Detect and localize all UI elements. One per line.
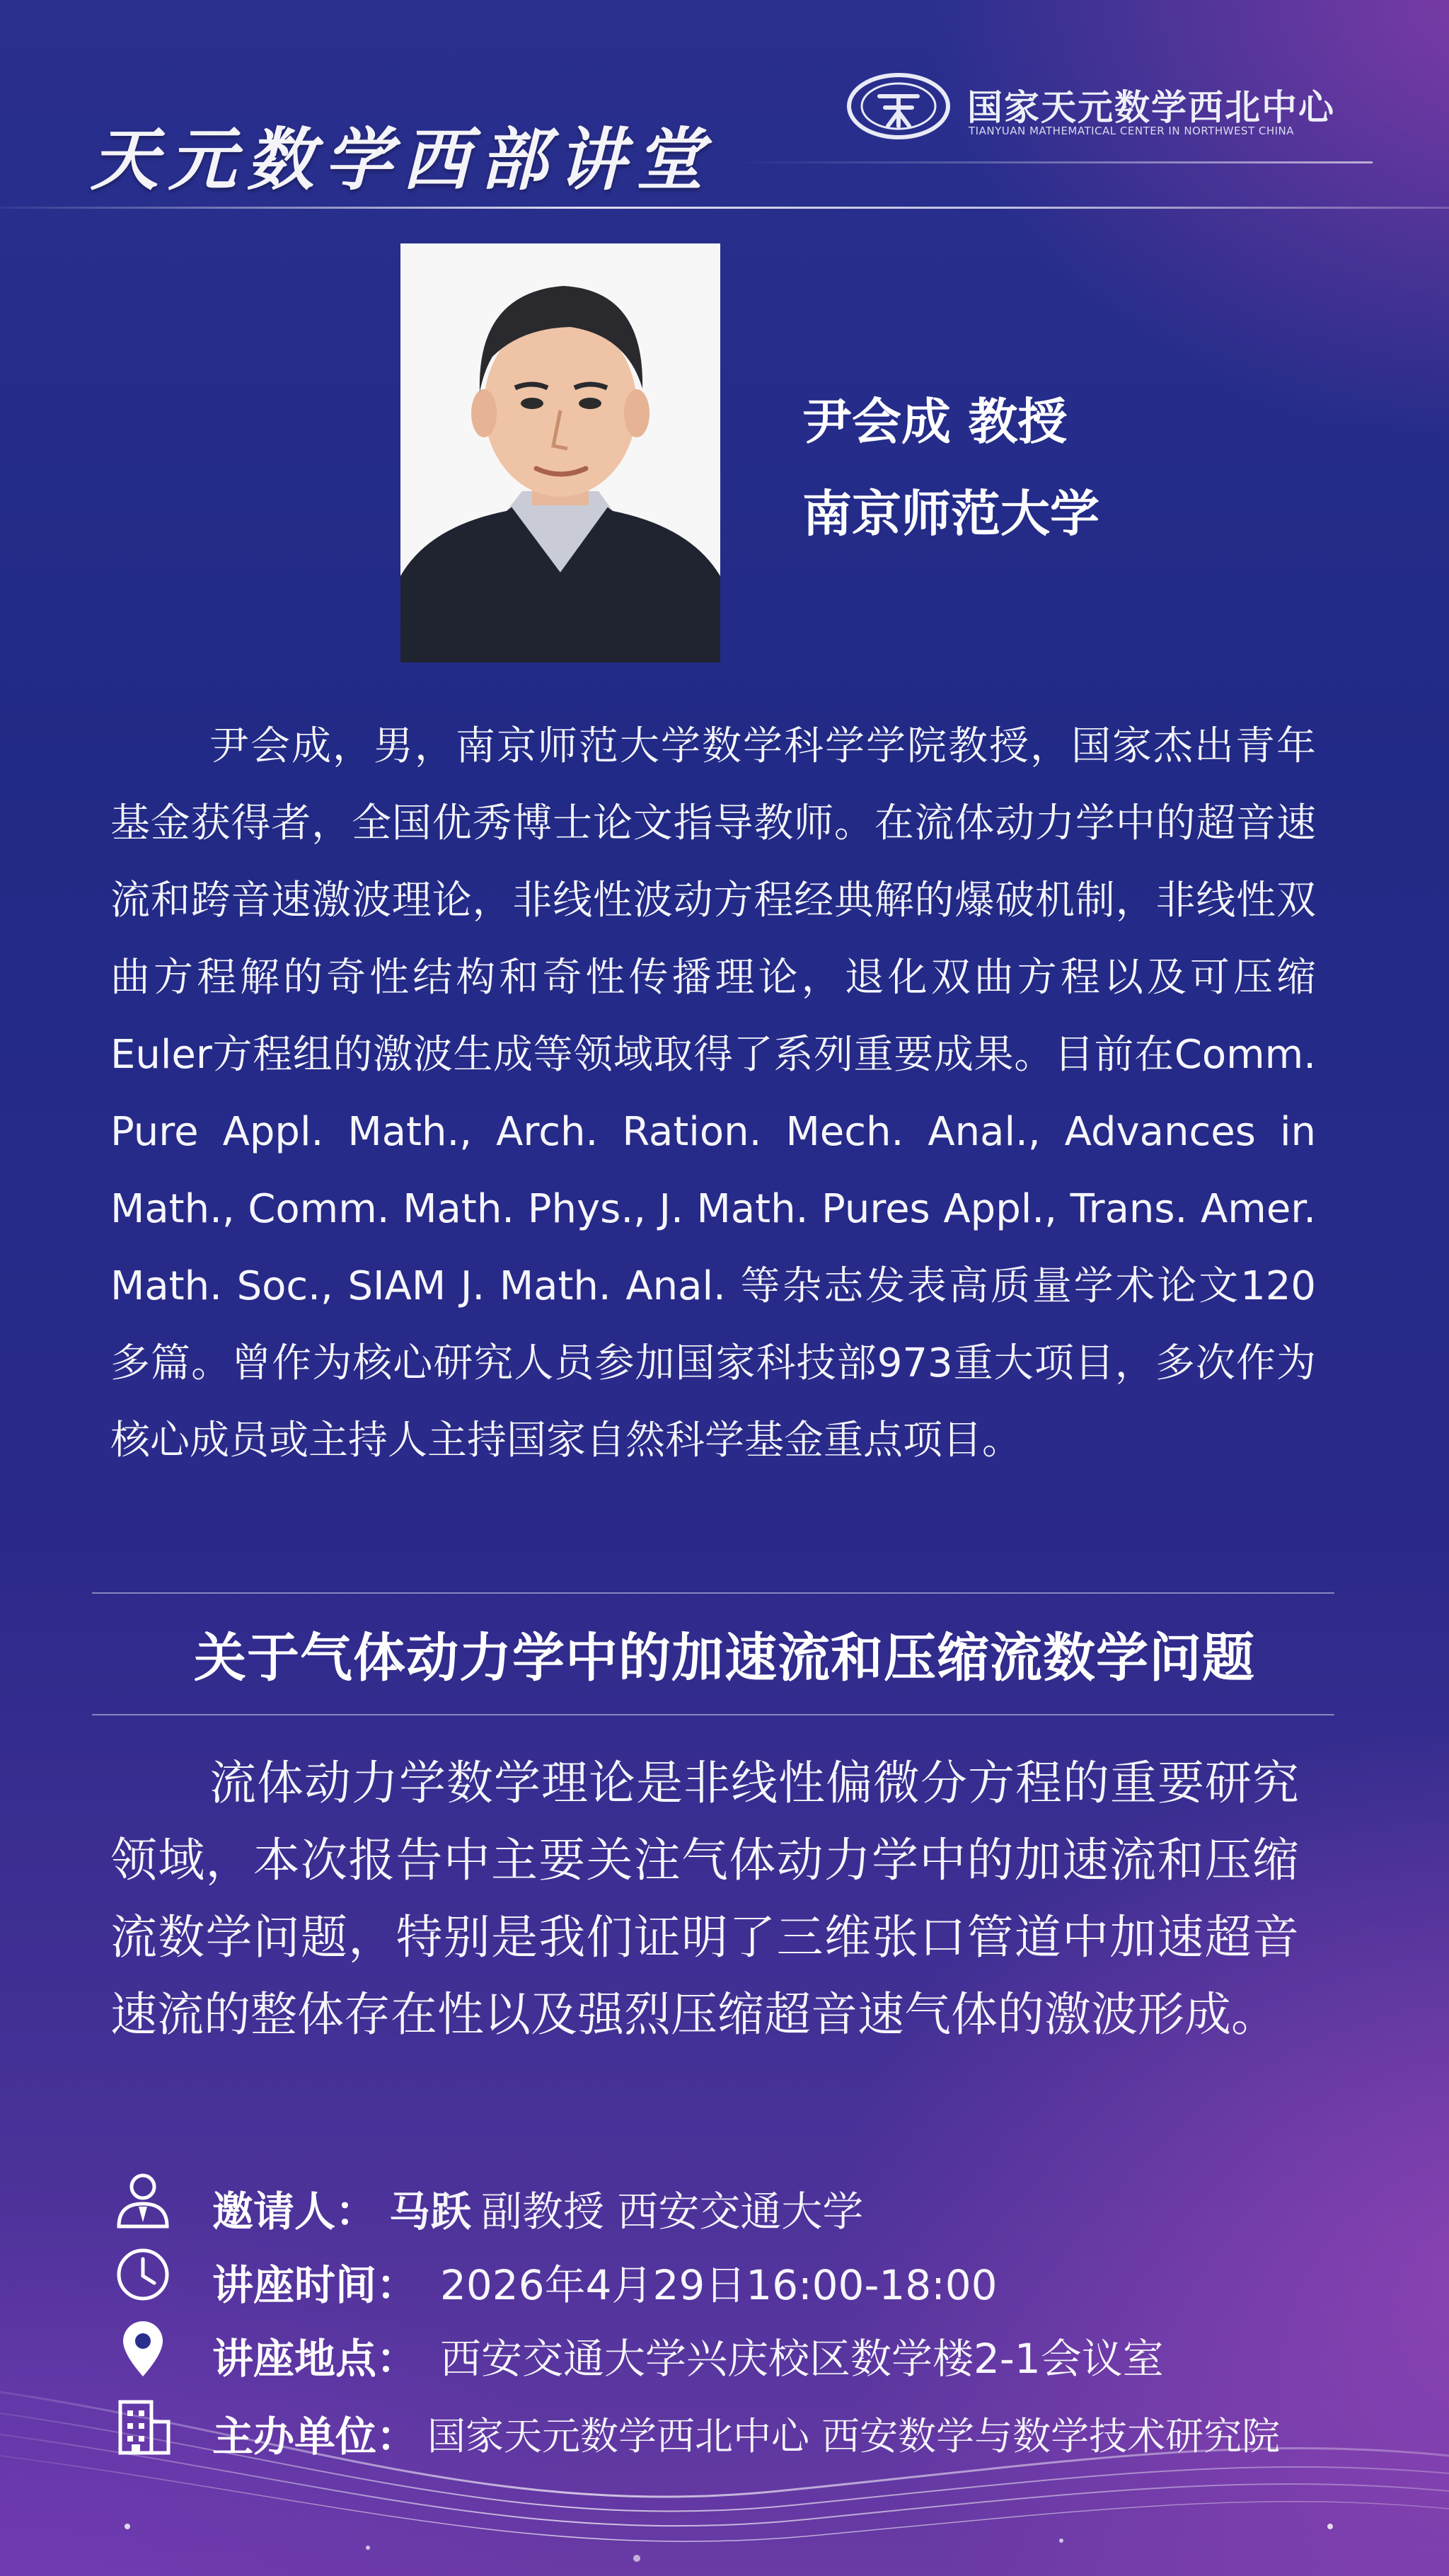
speaker-bio: 尹会成，男，南京师范大学数学科学学院教授，国家杰出青年基金获得者，全国优秀博士论文指导教师。在流体动力学中的超音速流和跨音速激波理论，非线性波动方程经典解的爆破机制，非线性双曲方程解的奇性结构和奇性传播理论，退化双曲方程以及可压缩Euler方程组的激波生成等领域取得了系列重要成果。目前在Comm. Pure Appl. Math., Arch. Ration. Mech. Anal., Advances in Math., Comm. Math. Phys., J. Math. Pures Appl., Trans. Amer. Math. Soc., SIAM J. Math. Anal. 等杂志发表高质量学术论文120多篇。曾作为核心研究人员参加国家科技部973重大项目，多次作为核心成员或主持人主持国家自然科学基金重点项目。 [110, 723, 1316, 1464]
speaker-photo [400, 243, 720, 662]
section-divider-top [92, 1592, 1334, 1594]
center-emblem-icon [845, 71, 952, 142]
time-label: 讲座时间： [212, 2261, 418, 2309]
info-row-time [113, 2242, 1401, 2309]
inviter-name: 马跃 [389, 2187, 472, 2236]
inviter-label: 邀请人： [212, 2187, 377, 2236]
center-name-en: TIANYUAN MATHEMATICAL CENTER IN NORTHWEST CHINA [969, 125, 1295, 137]
location-value: 西安交通大学兴庆校区数学楼2-1会议室 [440, 2335, 1164, 2383]
speaker-portrait [400, 243, 720, 662]
header-decor-line [736, 161, 1373, 163]
inviter-title-affiliation: 副教授 西安交通大学 [481, 2187, 864, 2236]
clock-icon [113, 2245, 173, 2304]
info-row-inviter [113, 2168, 1401, 2236]
talk-abstract: 流体动力学数学理论是非线性偏微分方程的重要研究领域，本次报告中主要关注气体动力学中的加速流和压缩流数学问题，特别是我们证明了三维张口管道中加速超音速流的整体存在性以及强烈压缩超音速气体的激波形成。 [110, 1756, 1299, 2042]
section-divider-bottom [92, 1714, 1334, 1715]
host-value: 国家天元数学西北中心 西安数学与数学技术研究院 [427, 2414, 1281, 2459]
header-divider [0, 207, 1449, 209]
center-name: 国家天元数学西北中心 [967, 87, 1335, 128]
person-icon [113, 2171, 173, 2231]
host-label: 主办单位： [212, 2413, 418, 2461]
speaker-name: 尹会成 教授 [802, 393, 1068, 451]
series-title: 天元数学西部讲堂 [91, 120, 713, 200]
center-logo [845, 71, 1412, 149]
decorative-wave [0, 2350, 1449, 2576]
location-label: 讲座地点： [212, 2335, 418, 2383]
time-value: 2026年4月29日16:00-18:00 [440, 2261, 998, 2309]
speaker-affiliation: 南京师范大学 [802, 485, 1099, 543]
talk-title: 关于气体动力学中的加速流和压缩流数学问题 [194, 1628, 1255, 1689]
